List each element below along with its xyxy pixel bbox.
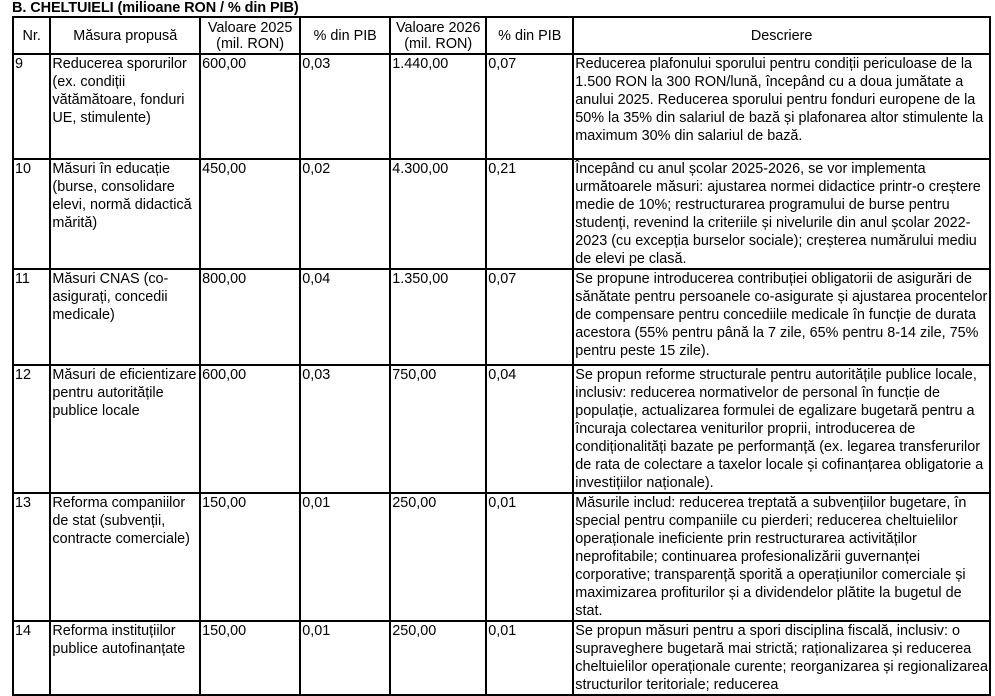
header-val2026-line2: (mil. RON) [404,35,473,52]
cell-pib2025: 0,01 [300,493,390,621]
cell-masura: Măsuri de eficientizare pentru autoritățile publice locale [50,365,200,493]
cell-val2025: 150,00 [200,493,300,621]
cell-val2026: 250,00 [390,621,486,695]
section-title: B. CHELTUIELI (milioane RON / % din PIB) [12,0,299,16]
cell-masura: Reducerea sporurilor (ex. condiții vătămătoare, fonduri UE, stimulente) [50,54,200,159]
cell-val2026: 4.300,00 [390,159,486,269]
header-val2026-line1: Valoare 2026 [395,19,481,36]
header-val2026 [390,17,486,54]
cell-nr: 12 [13,365,50,493]
header-descriere: Descriere [573,17,990,54]
header-val2025-line1: Valoare 2025 [207,19,293,36]
cell-pib2025: 0,03 [300,54,390,159]
cell-val2025: 450,00 [200,159,300,269]
cell-val2026: 250,00 [390,493,486,621]
table-row [13,54,990,159]
cell-descriere: Se propun reforme structurale pentru autoritățile publice locale, inclusiv: reducerea normativelor de personal în funcție de populație, actualizarea formulei de egalizare bugetară pentru a încuraja colectarea veniturilor proprii, introducerea de condiționalități bazate pe performanță (ex. legarea transferurilor de rata de colectare a taxelor locale și cofinanțarea obligatorie a investițiilor naționale). [573,365,990,493]
table-row [13,269,990,365]
header-masura: Măsura propusă [50,17,200,54]
cell-pib2026: 0,01 [486,621,573,695]
cell-pib2025: 0,03 [300,365,390,493]
header-nr: Nr. [13,17,50,54]
cell-nr: 10 [13,159,50,269]
cell-val2026: 1.350,00 [390,269,486,365]
expenditures-table [12,16,991,696]
header-val2025-line2: (mil. RON) [216,35,285,52]
cell-descriere: Reducerea plafonului sporului pentru condiții periculoase de la 1.500 RON la 300 RON/lună, începând cu a doua jumătate a anului 2025. Reducerea sporului pentru fonduri europene de la 50% la 35% din salariul de bază și plafonarea altor stimulente la maximum 30% din salariul de bază. [573,54,990,159]
cell-val2025: 800,00 [200,269,300,365]
cell-pib2026: 0,07 [486,54,573,159]
cell-pib2025: 0,01 [300,621,390,695]
cell-descriere: Măsurile includ: reducerea treptată a subvențiilor bugetare, în special pentru companiile cu pierderi; reducerea cheltuielilor operaționale ineficiente prin restructurarea activităților neprofitabile; continuarea profesionalizării guvernanței corporative; transparență sporită a operațiunilor comerciale și maximizarea profiturilor și a dividendelor plătite la bugetul de stat. [573,493,990,621]
header-pib2026: % din PIB [486,17,573,54]
header-val2025 [200,17,300,54]
cell-descriere: Începând cu anul școlar 2025-2026, se vor implementa următoarele măsuri: ajustarea normei didactice printr-o creștere medie de 10%; restructurarea programului de burse pentru studenți, revenind la criteriile și nivelurile din anul școlar 2022-2023 (cu excepția burselor sociale); creșterea numărului mediu de elevi pe clasă. [573,159,990,269]
cell-pib2026: 0,01 [486,493,573,621]
cell-nr: 11 [13,269,50,365]
table-header-row [13,17,990,54]
cell-pib2025: 0,04 [300,269,390,365]
cell-masura: Reforma companiilor de stat (subvenții, contracte comerciale) [50,493,200,621]
cell-val2025: 150,00 [200,621,300,695]
table-row [13,365,990,493]
table-row [13,159,990,269]
cell-nr: 13 [13,493,50,621]
header-pib2025: % din PIB [300,17,390,54]
cell-nr: 14 [13,621,50,695]
cell-pib2025: 0,02 [300,159,390,269]
cell-pib2026: 0,21 [486,159,573,269]
cell-descriere: Se propune introducerea contribuției obligatorii de asigurări de sănătate pentru persoanele co-asigurate și ajustarea procentelor de compensare pentru concediile medicale în funcție de durata acestora (55% pentru până la 7 zile, 65% pentru 8-14 zile, 75% pentru peste 15 zile). [573,269,990,365]
cell-pib2026: 0,07 [486,269,573,365]
cell-val2026: 750,00 [390,365,486,493]
table-row [13,493,990,621]
cell-val2025: 600,00 [200,365,300,493]
cell-pib2026: 0,04 [486,365,573,493]
cell-nr: 9 [13,54,50,159]
cell-val2025: 600,00 [200,54,300,159]
cell-descriere: Se propun măsuri pentru a spori disciplina fiscală, inclusiv: o supraveghere bugetară mai strictă; raționalizarea și reducerea cheltuielilor operaționale curente; reorganizarea și regionalizarea structurilor teritoriale; reducerea [575,623,989,693]
cell-masura: Reforma instituțiilor publice autofinanțate [50,621,200,695]
table-row [13,621,990,695]
cell-val2026: 1.440,00 [390,54,486,159]
cell-masura: Măsuri CNAS (co-asigurați, concedii medicale) [50,269,200,365]
cell-masura: Măsuri în educație (burse, consolidare elevi, normă didactică mărită) [50,159,200,269]
